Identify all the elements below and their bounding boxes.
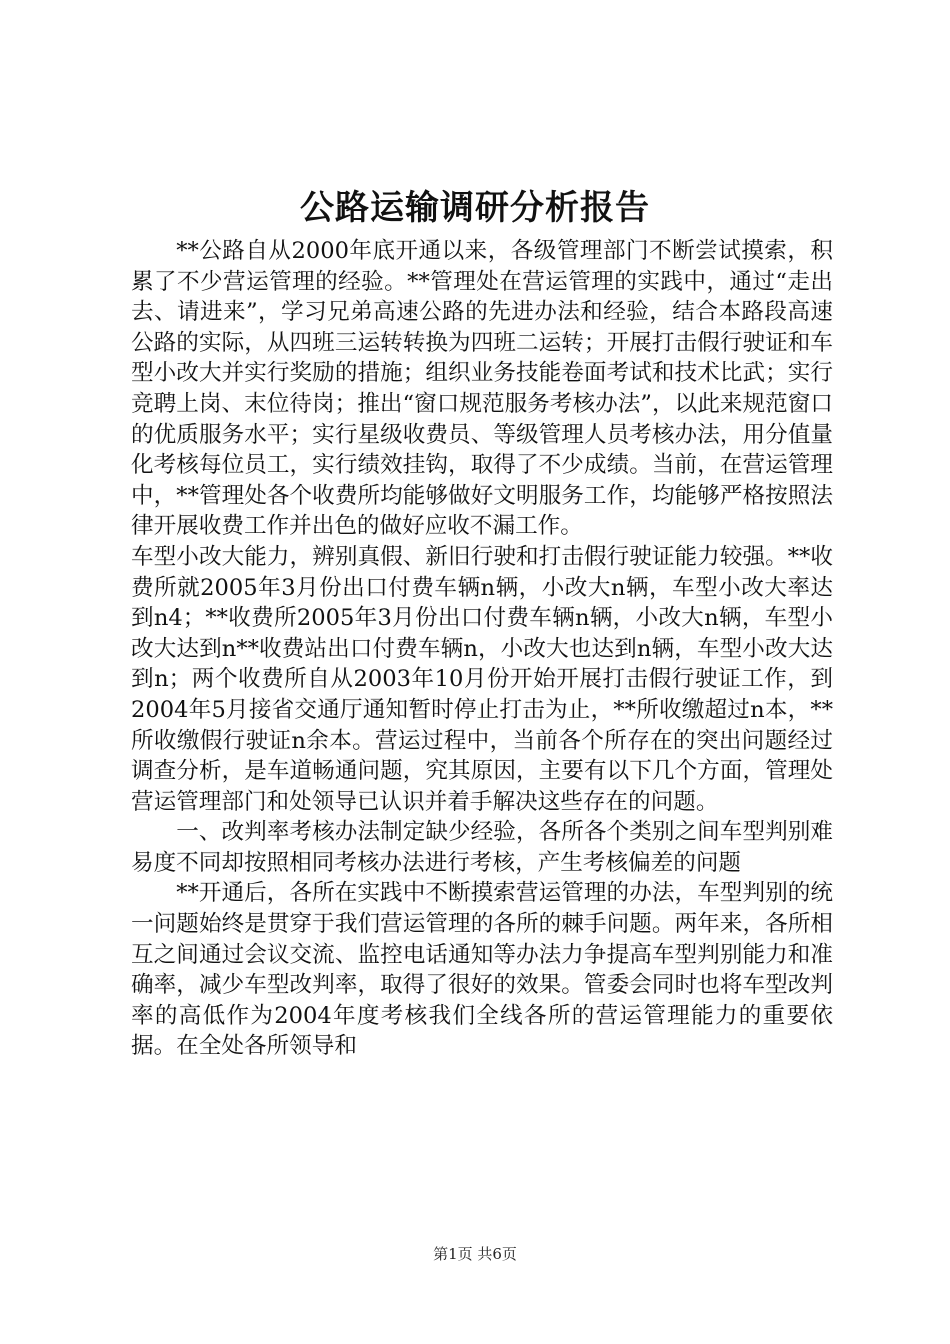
paragraph-vehicle-type: 车型小改大能力，辨别真假、新旧行驶和打击假行驶证能力较强。**收费所就2005年3月份出口付费车辆n辆，小改大n辆，车型小改大率达到n4；**收费所2005年3月份出口付费车辆n辆，小改大n辆，车型小改大达到n**收费站出口付费车辆n，小改大也达到n辆，车型小改大达到n；两个收费所自从2003年10月份开始开展打击假行驶证工作，到2004年5月接省交通厅通知暂时停止打击为止，**所收缴超过n本，**所收缴假行驶证n余本。营运过程中，当前各个所存在的突出问题经过调查分析，是车道畅通问题，究其原因，主要有以下几个方面，管理处营运管理部门和处领导已认识并着手解决这些存在的问题。 bbox=[131, 543, 833, 815]
document-body bbox=[131, 236, 833, 1062]
paragraph-section-body-1: **开通后，各所在实践中不断摸索营运管理的办法，车型判别的统一问题始终是贯穿于我们营运管理的各所的棘手问题。两年来，各所相互之间通过会议交流、监控电话通知等办法力争提高车型判别能力和准确率，减少车型改判率，取得了很好的效果。管委会同时也将车型改判率的高低作为2004年度考核我们全线各所的营运管理能力的重要依据。在全处各所领导和 bbox=[131, 880, 833, 1060]
paragraph-intro: **公路自从2000年底开通以来，各级管理部门不断尝试摸索，积累了不少营运管理的经验。**管理处在营运管理的实践中，通过“走出去、请进来”，学习兄弟高速公路的先进办法和经验，结合本路段高速公路的实际，从四班三运转转换为四班二运转；开展打击假行驶证和车型小改大并实行奖励的措施；组织业务技能卷面考试和技术比武；实行竞聘上岗、末位待岗；推出“窗口规范服务考核办法”，以此来规范窗口的优质服务水平；实行星级收费员、等级管理人员考核办法，用分值量化考核每位员工，实行绩效挂钩，取得了不少成绩。当前，在营运管理中，**管理处各个收费所均能够做好文明服务工作，均能够严格按照法律开展收费工作并出色的做好应收不漏工作。 bbox=[131, 238, 833, 540]
document-title: 公路运输调研分析报告 bbox=[300, 188, 650, 228]
paragraph-section-heading-1: 一、改判率考核办法制定缺少经验，各所各个类别之间车型判别难易度不同却按照相同考核办法进行考核，产生考核偏差的问题 bbox=[131, 819, 833, 876]
page-footer: 第1页 共6页 bbox=[433, 1245, 517, 1263]
